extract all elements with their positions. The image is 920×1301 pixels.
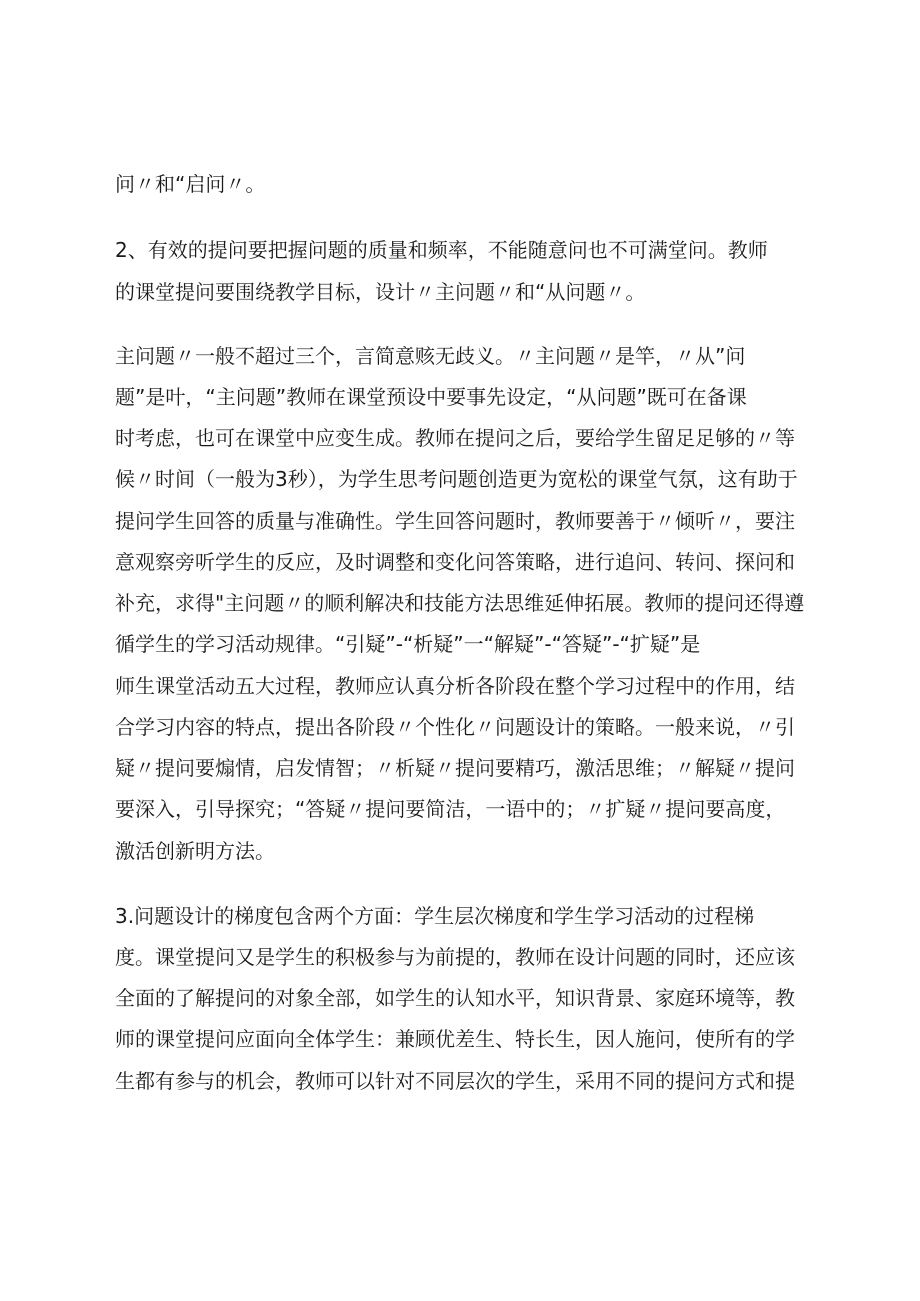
- paragraph-2-line-1: 2、有效的提问要把握问题的质量和频率，不能随意问也不可满堂问。教师: [115, 238, 768, 262]
- paragraph-4-line-3: 全面的了解提问的对象全部，如学生的认知水平，知识背景、家庭环境等，教: [115, 986, 795, 1010]
- paragraph-3-line-9: 师生课堂活动五大过程，教师应认真分析各阶段在整个学习过程中的作用，结: [115, 674, 795, 698]
- paragraph-3-line-2: 题”是叶，“主问题”教师在课堂预设中要事先设定，“从问题”既可在备课: [115, 385, 747, 409]
- paragraph-3-line-1: 主问题〃一般不超过三个，言简意赅无歧义。〃主问题〃是竿，〃从”问: [115, 344, 746, 368]
- paragraph-3-line-5: 提问学生回答的质量与准确性。学生回答问题时，教师要善于〃倾听〃，要注: [115, 509, 795, 533]
- paragraph-3-line-8: 循学生的学习活动规律。“引疑”-“析疑”一“解疑”-“答疑”-“扩疑”是: [115, 632, 701, 656]
- paragraph-4-line-5: 生都有参与的机会，教师可以针对不同层次的学生，采用不同的提问方式和提: [115, 1069, 795, 1093]
- paragraph-3-line-6: 意观察旁听学生的反应，及时调整和变化问答策略，进行追问、转问、探问和: [115, 550, 795, 574]
- paragraph-4-line-2: 度。课堂提问又是学生的积极参与为前提的，教师在设计问题的同时，还应该: [115, 945, 795, 969]
- paragraph-3-line-13: 激活创新明方法。: [115, 839, 275, 863]
- paragraph-4-line-1: 3.问题设计的梯度包含两个方面：学生层次梯度和学生学习活动的过程梯: [115, 904, 755, 928]
- paragraph-3-line-11: 疑〃提问要煽情，启发情智；〃析疑〃提问要精巧，激活思维；〃解疑〃提问: [115, 756, 795, 780]
- paragraph-3-line-10: 合学习内容的特点，提出各阶段〃个性化〃问题设计的策略。一般来说，〃引: [115, 715, 795, 739]
- paragraph-3-line-3: 时考虑，也可在课堂中应变生成。教师在提问之后，要给学生留足足够的〃等: [115, 426, 795, 450]
- paragraph-3-line-4: 候〃时间（一般为3秒），为学生思考问题创造更为宽松的课堂气氛，这有助于: [115, 467, 798, 491]
- paragraph-2-line-2: 的课堂提问要围绕教学目标，设计〃主问题〃和“从问题〃。: [115, 280, 646, 304]
- paragraph-1-line-1: 问〃和“启问〃。: [115, 172, 266, 196]
- paragraph-3-line-12: 要深入，引导探究；“答疑〃提问要简洁，一语中的；〃扩疑〃提问要高度，: [115, 797, 786, 821]
- paragraph-4-line-4: 师的课堂提问应面向全体学生：兼顾优差生、特长生，因人施问，使所有的学: [115, 1027, 795, 1051]
- paragraph-3-line-7: 补充，求得"主问题〃的顺利解决和技能方法思维延伸拓展。教师的提问还得遵: [115, 591, 805, 615]
